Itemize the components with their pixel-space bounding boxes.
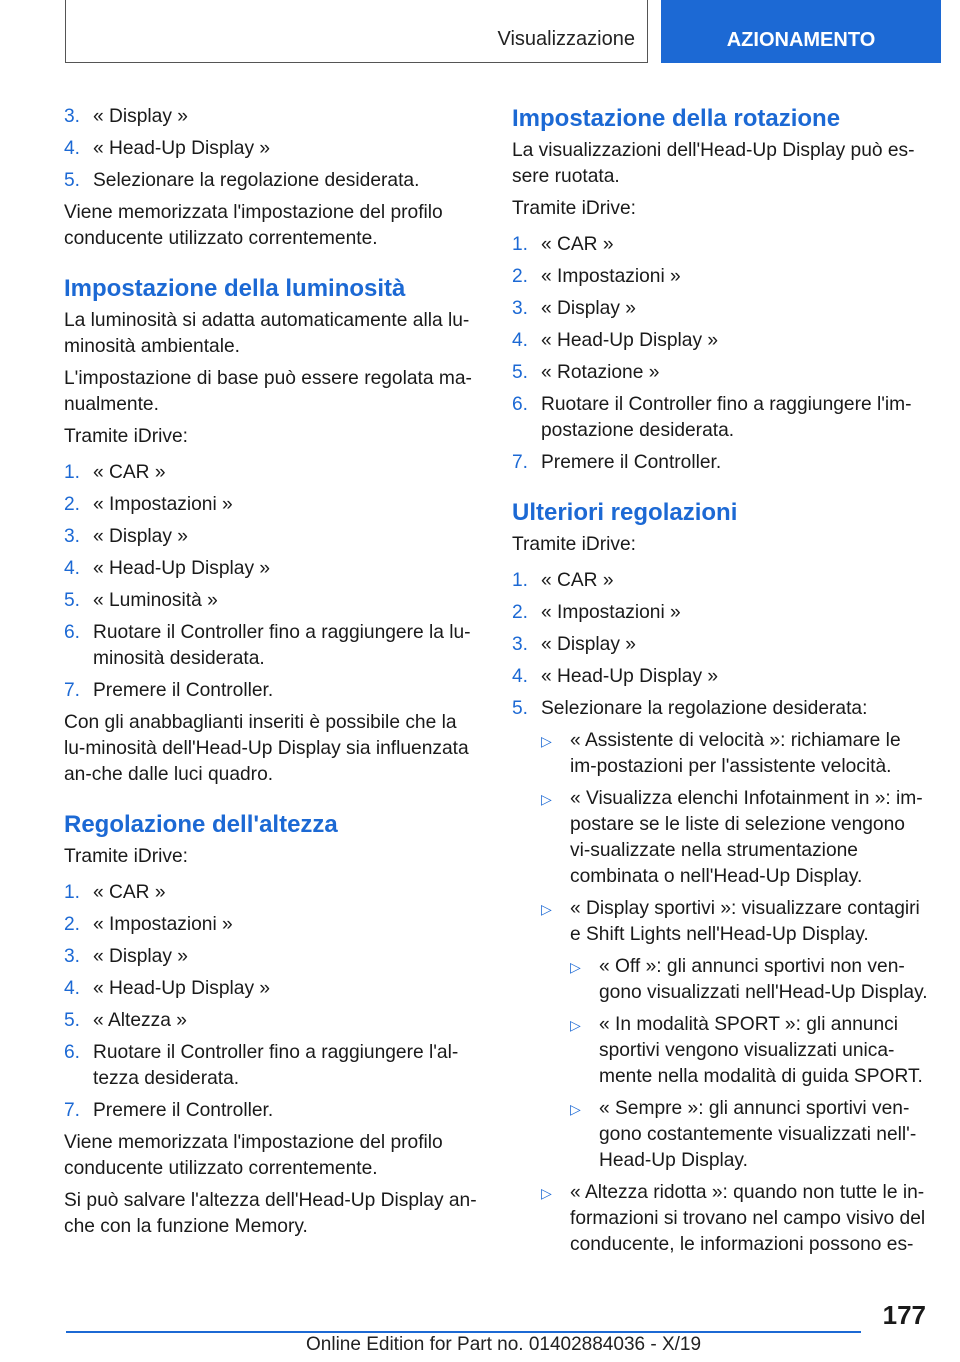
list-item bbox=[64, 678, 479, 704]
list-item bbox=[64, 460, 479, 486]
chapter-tab bbox=[661, 0, 941, 63]
step-number: 1. bbox=[512, 234, 529, 255]
paragraph: Tramite iDrive: bbox=[512, 198, 637, 219]
triangle-right-icon: ▷ bbox=[570, 1017, 581, 1033]
list-item bbox=[64, 944, 479, 970]
bullet-item bbox=[541, 896, 930, 948]
step-text: Selezionare la regolazione desiderata. bbox=[93, 170, 420, 191]
paragraph: L'impostazione di base può essere regolata ma-nualmente. bbox=[64, 368, 472, 415]
bullet-text: « Assistente di velocità »: richiamare le im-postazioni per l'assistente velocità. bbox=[570, 730, 901, 777]
step-text: Selezionare la regolazione desiderata: bbox=[541, 698, 868, 719]
step-number: 4. bbox=[512, 330, 529, 351]
left-column bbox=[64, 104, 479, 1246]
step-text: « Rotazione » bbox=[541, 362, 660, 383]
step-text: « Altezza » bbox=[93, 1010, 187, 1031]
list-item bbox=[64, 136, 479, 162]
list-item bbox=[64, 104, 479, 130]
list-item bbox=[64, 620, 479, 672]
step-text: Ruotare il Controller fino a raggiungere la lu-minosità desiderata. bbox=[93, 622, 471, 669]
list-item bbox=[512, 360, 930, 386]
paragraph: Tramite iDrive: bbox=[64, 426, 189, 447]
step-text: « Head-Up Display » bbox=[93, 558, 271, 579]
step-number: 1. bbox=[512, 570, 529, 591]
list-item bbox=[64, 168, 479, 194]
list-item bbox=[512, 296, 930, 322]
list-item bbox=[64, 912, 479, 938]
list-item bbox=[64, 880, 479, 906]
heading-rotation: Impostazione della rotazione bbox=[512, 105, 841, 132]
step-number: 7. bbox=[64, 1100, 81, 1121]
list-item bbox=[64, 1098, 479, 1124]
section-title: Visualizzazione bbox=[497, 28, 635, 50]
step-text: « CAR » bbox=[93, 882, 166, 903]
step-number: 6. bbox=[64, 1042, 81, 1063]
step-number: 2. bbox=[512, 266, 529, 287]
list-item bbox=[512, 264, 930, 290]
step-number: 4. bbox=[512, 666, 529, 687]
paragraph: La luminosità si adatta automaticamente alla lu-minosità ambientale. bbox=[64, 310, 470, 357]
bullet-item bbox=[541, 728, 930, 780]
step-number: 5. bbox=[512, 698, 529, 719]
triangle-right-icon: ▷ bbox=[541, 1185, 552, 1201]
paragraph: Con gli anabbaglianti inseriti è possibile che la lu-minosità dell'Head-Up Display sia influenzata an-che dalle luci quadro. bbox=[64, 712, 469, 785]
list-item bbox=[64, 524, 479, 550]
step-text: Ruotare il Controller fino a raggiungere l'im-postazione desiderata. bbox=[541, 394, 912, 441]
step-number: 4. bbox=[64, 558, 81, 579]
bullet-text: « Altezza ridotta »: quando non tutte le in-formazioni si trovano nel campo visivo del conducente, le informazioni possono es- bbox=[570, 1182, 926, 1255]
list-item bbox=[512, 232, 930, 258]
step-text: « Head-Up Display » bbox=[93, 978, 271, 999]
step-text: « Head-Up Display » bbox=[541, 330, 719, 351]
step-number: 6. bbox=[64, 622, 81, 643]
step-text: « CAR » bbox=[93, 462, 166, 483]
step-number: 6. bbox=[512, 394, 529, 415]
sub-bullet-item bbox=[570, 1012, 930, 1090]
bullet-text: « Off »: gli annunci sportivi non ven-gono visualizzati nell'Head-Up Display. bbox=[599, 956, 928, 1003]
step-number: 3. bbox=[64, 106, 81, 127]
step-text: « Head-Up Display » bbox=[93, 138, 271, 159]
list-item bbox=[64, 556, 479, 582]
list-item bbox=[64, 588, 479, 614]
step-number: 5. bbox=[512, 362, 529, 383]
triangle-right-icon: ▷ bbox=[541, 901, 552, 917]
step-text: « Impostazioni » bbox=[93, 914, 233, 935]
step-text: « Display » bbox=[93, 106, 188, 127]
bullet-item bbox=[541, 1180, 930, 1258]
step-number: 2. bbox=[64, 494, 81, 515]
step-number: 3. bbox=[64, 526, 81, 547]
triangle-right-icon: ▷ bbox=[570, 1101, 581, 1117]
list-item bbox=[64, 1008, 479, 1034]
bullet-text: « Sempre »: gli annunci sportivi ven-gono costantemente visualizzati nell'-Head-Up Display. bbox=[599, 1098, 917, 1171]
sub-bullet-item bbox=[570, 1096, 930, 1174]
list-item bbox=[64, 1040, 479, 1092]
step-number: 4. bbox=[64, 978, 81, 999]
list-item bbox=[512, 632, 930, 658]
page-number: 177 bbox=[882, 1300, 926, 1330]
bullet-text: « Display sportivi »: visualizzare contagiri e Shift Lights nell'Head-Up Display. bbox=[570, 898, 920, 945]
footer-edition: Online Edition for Part no. 01402884036 - X/19 bbox=[306, 1334, 702, 1355]
triangle-right-icon: ▷ bbox=[541, 791, 552, 807]
step-number: 5. bbox=[64, 1010, 81, 1031]
step-number: 2. bbox=[512, 602, 529, 623]
paragraph: Tramite iDrive: bbox=[64, 846, 189, 867]
footer-divider bbox=[66, 1331, 861, 1333]
step-text: Ruotare il Controller fino a raggiungere l'al-tezza desiderata. bbox=[93, 1042, 459, 1089]
step-number: 5. bbox=[64, 170, 81, 191]
list-item bbox=[64, 976, 479, 1002]
step-text: « CAR » bbox=[541, 570, 614, 591]
step-text: « Impostazioni » bbox=[541, 266, 681, 287]
step-number: 5. bbox=[64, 590, 81, 611]
step-number: 3. bbox=[512, 298, 529, 319]
paragraph: Viene memorizzata l'impostazione del profilo conducente utilizzato correntemente. bbox=[64, 202, 443, 249]
paragraph: Viene memorizzata l'impostazione del profilo conducente utilizzato correntemente. bbox=[64, 1132, 443, 1179]
step-text: Premere il Controller. bbox=[93, 680, 274, 701]
list-item bbox=[512, 392, 930, 444]
list-item bbox=[512, 568, 930, 594]
list-item bbox=[512, 450, 930, 476]
step-text: « Impostazioni » bbox=[93, 494, 233, 515]
heading-height: Regolazione dell'altezza bbox=[64, 811, 338, 838]
step-text: Premere il Controller. bbox=[541, 452, 722, 473]
step-text: « Impostazioni » bbox=[541, 602, 681, 623]
paragraph: Si può salvare l'altezza dell'Head-Up Display an-che con la funzione Memory. bbox=[64, 1190, 477, 1237]
list-item bbox=[64, 492, 479, 518]
step-text: « Head-Up Display » bbox=[541, 666, 719, 687]
bullet-text: « In modalità SPORT »: gli annunci sportivi vengono visualizzati unica-mente nella modalità di guida SPORT. bbox=[599, 1014, 923, 1087]
step-number: 7. bbox=[512, 452, 529, 473]
step-number: 3. bbox=[64, 946, 81, 967]
sub-bullet-item bbox=[570, 954, 930, 1006]
step-number: 1. bbox=[64, 462, 81, 483]
list-item bbox=[512, 696, 930, 722]
bullet-item bbox=[541, 786, 930, 890]
triangle-right-icon: ▷ bbox=[570, 959, 581, 975]
paragraph: La visualizzazioni dell'Head-Up Display può es-sere ruotata. bbox=[512, 140, 915, 187]
step-number: 1. bbox=[64, 882, 81, 903]
step-number: 4. bbox=[64, 138, 81, 159]
bullet-text: « Visualizza elenchi Infotainment in »: im-postare se le liste di selezione vengono vi-sualizzate nella strumentazione combinata o nell'Head-Up Display. bbox=[570, 788, 923, 887]
step-text: « Display » bbox=[541, 634, 636, 655]
step-text: « CAR » bbox=[541, 234, 614, 255]
step-number: 3. bbox=[512, 634, 529, 655]
step-text: « Display » bbox=[93, 946, 188, 967]
right-column bbox=[512, 104, 930, 1264]
list-item bbox=[512, 600, 930, 626]
heading-brightness: Impostazione della luminosità bbox=[64, 275, 406, 302]
chapter-title: AZIONAMENTO bbox=[726, 29, 876, 51]
list-item bbox=[512, 328, 930, 354]
step-number: 2. bbox=[64, 914, 81, 935]
step-text: « Display » bbox=[93, 526, 188, 547]
paragraph: Tramite iDrive: bbox=[512, 534, 637, 555]
step-text: « Luminosità » bbox=[93, 590, 218, 611]
list-item bbox=[512, 664, 930, 690]
step-number: 7. bbox=[64, 680, 81, 701]
triangle-right-icon: ▷ bbox=[541, 733, 552, 749]
step-text: Premere il Controller. bbox=[93, 1100, 274, 1121]
heading-further-settings: Ulteriori regolazioni bbox=[512, 499, 738, 526]
step-text: « Display » bbox=[541, 298, 636, 319]
